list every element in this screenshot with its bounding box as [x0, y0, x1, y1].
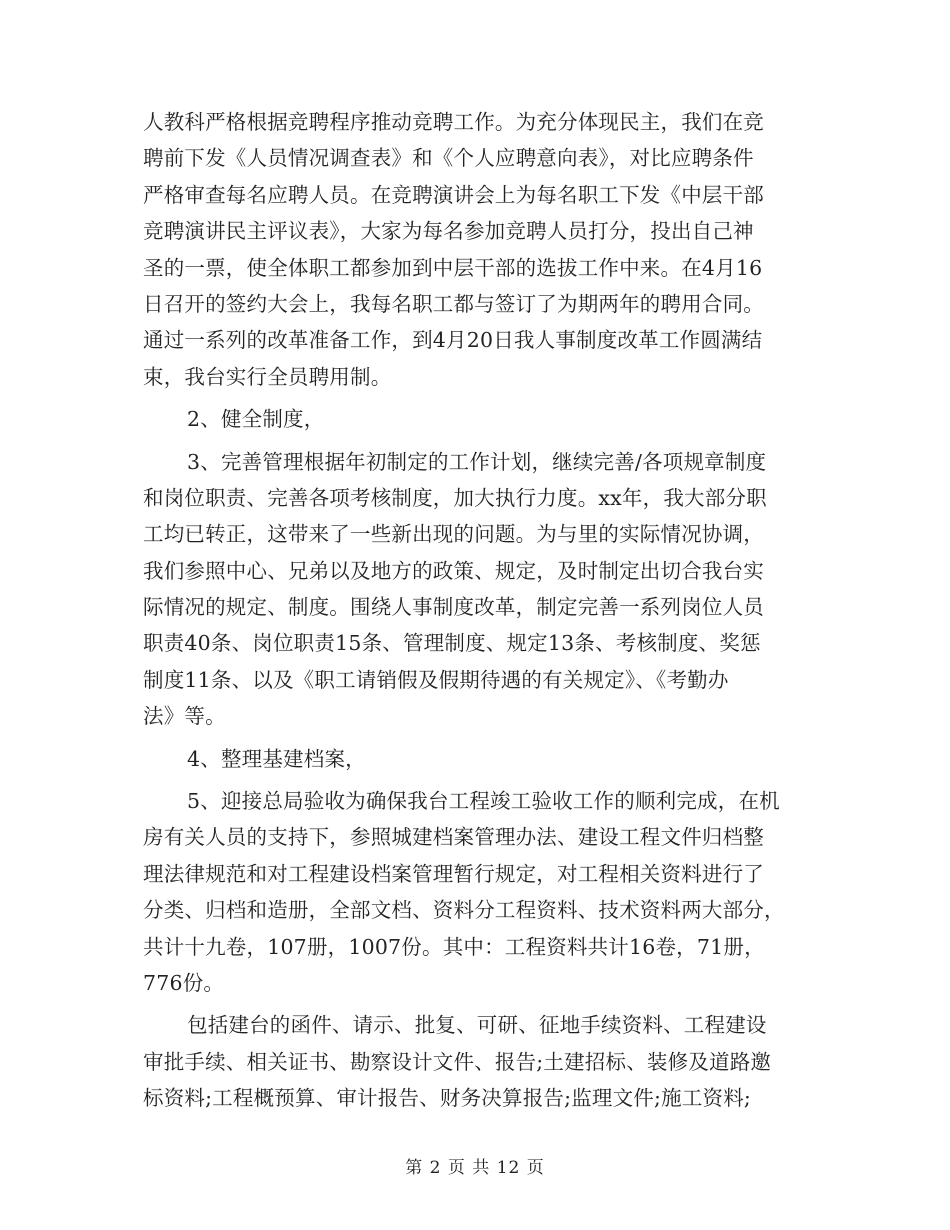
- paragraph: [143, 783, 813, 1001]
- text-line: 审批手续、相关证书、勘察设计文件、报告;土建招标、装修及道路邀: [143, 1049, 772, 1074]
- text-line: 标资料;工程概预算、审计报告、财务决算报告;监理文件;施工资料;: [143, 1086, 752, 1111]
- text-line: 聘前下发《人员情况调查表》和《个人应聘意向表》，对比应聘条件: [143, 146, 754, 171]
- text-line: 通过一系列的改革准备工作，到4月20日我人事制度改革工作圆满结: [143, 328, 763, 353]
- text-line: 际情况的规定、制度。围绕人事制度改革，制定完善一系列岗位人员: [143, 595, 764, 620]
- text-line: 束，我台实行全员聘用制。: [143, 364, 392, 389]
- text-line: 包括建台的函件、请示、批复、可研、征地手续资料、工程建设: [187, 1013, 767, 1038]
- text-line: 法》等。: [143, 704, 226, 729]
- text-line: 3、完善管理根据年初制定的工作计划，继续完善/各项规章制度: [187, 449, 767, 474]
- text-line: 职责40条、岗位职责15条、管理制度、规定13条、考核制度、奖惩: [143, 631, 761, 656]
- text-line: 严格审查每名应聘人员。在竞聘演讲会上为每名职工下发《中层干部: [143, 182, 764, 207]
- text-line: 776份。: [143, 970, 225, 995]
- paragraph: [143, 401, 813, 437]
- paragraph: [143, 444, 813, 735]
- text-line: 和岗位职责、完善各项考核制度，加大执行力度。xx年，我大部分职: [143, 485, 767, 510]
- section-heading: 4、整理基建档案，: [187, 746, 366, 771]
- text-line: 竞聘演讲民主评议表》，大家为每名参加竞聘人员打分，投出自己神: [143, 219, 754, 244]
- text-line: 5、迎接总局验收为确保我台工程竣工验收工作的顺利完成，在机: [187, 789, 780, 814]
- text-line: 分类、归档和造册，全部文档、资料分工程资料、技术资料两大部分，: [143, 898, 785, 923]
- text-line: 我们参照中心、兄弟以及地方的政策、规定，及时制定出切合我台实: [143, 558, 764, 583]
- section-heading: 2、健全制度，: [187, 407, 325, 432]
- paragraph: [143, 1007, 813, 1116]
- text-line: 圣的一票，使全体职工都参加到中层干部的选拔工作中来。在4月16: [143, 255, 763, 280]
- text-line: 工均已转正，这带来了一些新出现的问题。为与里的实际情况协调，: [143, 522, 764, 547]
- text-line: 人教科严格根据竞聘程序推动竞聘工作。为充分体现民主，我们在竞: [143, 110, 764, 134]
- text-line: 房有关人员的支持下，参照城建档案管理办法、建设工程文件归档整: [143, 825, 764, 850]
- text-line: 共计十九卷，107册，1007份。其中：工程资料共计16卷，71册，: [143, 934, 765, 959]
- paragraph: [143, 104, 813, 395]
- document-body: [143, 104, 813, 1117]
- text-line: 日召开的签约大会上，我每名职工都与签订了为期两年的聘用合同。: [143, 291, 764, 316]
- paragraph: [143, 741, 813, 777]
- page-number-footer: 第 2 页 共 12 页: [405, 1158, 545, 1178]
- text-line: 理法律规范和对工程建设档案管理暂行规定，对工程相关资料进行了: [143, 861, 764, 886]
- text-line: 制度11条、以及《职工请销假及假期待遇的有关规定》、《考勤办: [143, 667, 729, 692]
